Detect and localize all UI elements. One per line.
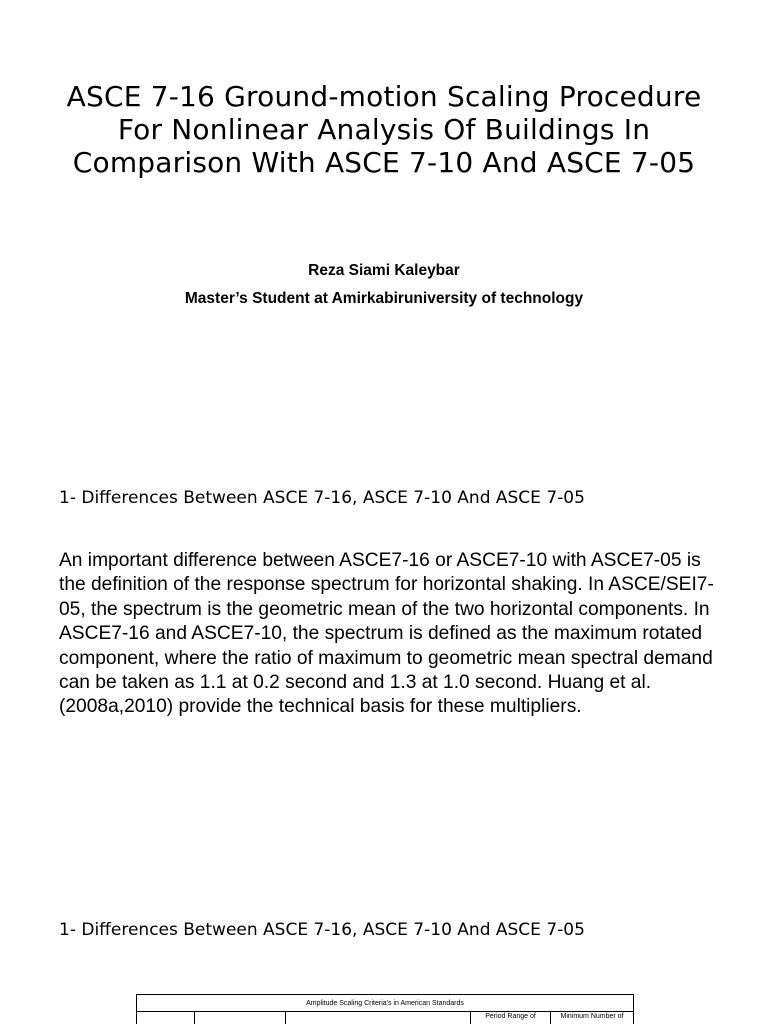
table-header-cell xyxy=(286,1012,471,1024)
scaling-criteria-table xyxy=(136,994,633,1024)
section-heading: 1- Differences Between ASCE 7-16, ASCE 7-10 And ASCE 7-05 xyxy=(59,920,585,940)
table-header-cell xyxy=(137,1012,195,1024)
table-caption: Amplitude Scaling Criteria's in American Standards xyxy=(137,995,634,1012)
author-name: Reza Siami Kaleybar xyxy=(308,262,460,279)
section-paragraph: An important difference between ASCE7-16 or ASCE7-10 with ASCE7-05 is the definition of the response spectrum for horizontal shaking. In ASCE/SEI7-05, the spectrum is the geometric mean of the two horizontal components. In ASCE7-16 and ASCE7-10, the spectrum is defined as the maximum rotated component, where the ratio of maximum to geometric mean spectral demand can be taken as 1.1 at 0.2 second and 1.3 at 1.0 second. Huang et al.(2008a,2010) provide the technical basis for these multipliers. xyxy=(59,550,714,718)
author-affiliation: Master’s Student at Amirkabiruniversity of technology xyxy=(184,290,584,307)
section-heading: 1- Differences Between ASCE 7-16, ASCE 7-10 And ASCE 7-05 xyxy=(59,488,585,508)
table-header-cell: Minimum Number of xyxy=(551,1012,634,1024)
document-title: ASCE 7-16 Ground-motion Scaling Procedure For Nonlinear Analysis Of Buildings In Comparison With ASCE 7-10 And ASCE 7-05 xyxy=(66,80,702,179)
table-header-cell xyxy=(195,1012,286,1024)
table-header-cell: Period Range of xyxy=(471,1012,551,1024)
